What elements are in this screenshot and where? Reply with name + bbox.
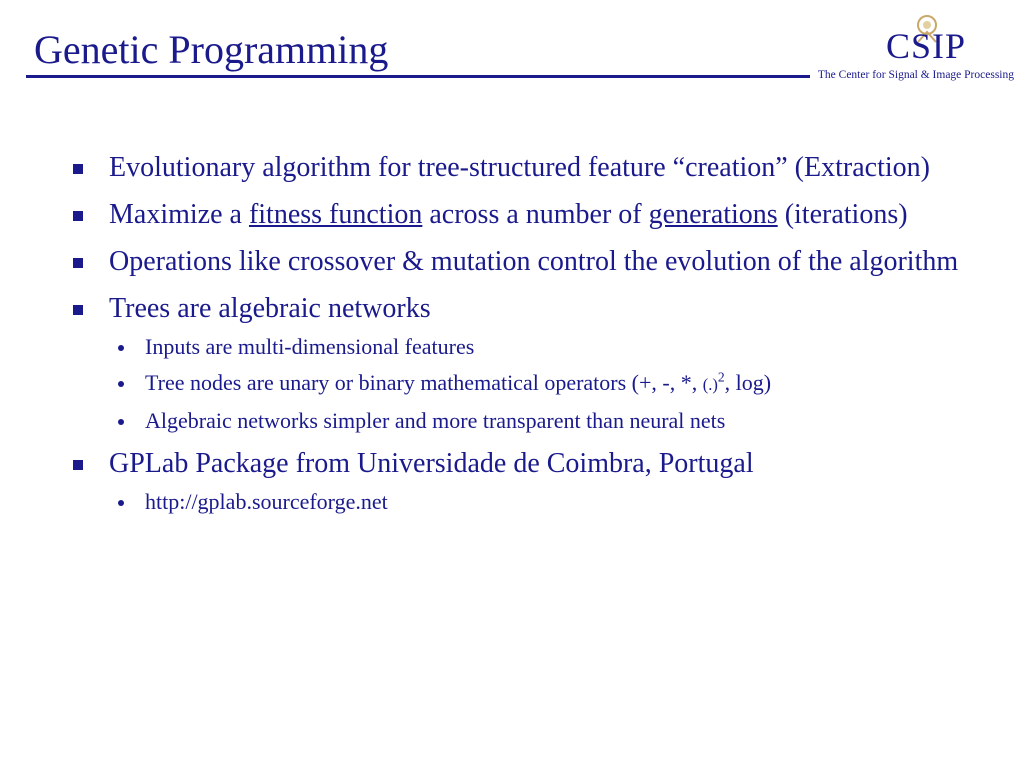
- round-bullet-icon: [118, 500, 124, 506]
- generations-link[interactable]: generations: [648, 199, 778, 230]
- square-bullet-icon: [73, 460, 83, 470]
- sub-bullet-list: [115, 488, 970, 516]
- sub-bullet-item: [115, 369, 970, 399]
- sub-bullet-text-part: Tree nodes are unary or binary mathematical operators (+, -, *,: [145, 370, 703, 395]
- square-bullet-icon: [73, 258, 83, 268]
- square-bullet-icon: [73, 164, 83, 174]
- csip-logo: [814, 8, 1014, 88]
- bullet-text: GPLab Package from Universidade de Coimbra, Portugal: [109, 448, 754, 479]
- logo-tagline: The Center for Signal & Image Processing: [817, 69, 1014, 81]
- gplab-url-link[interactable]: http://gplab.sourceforge.net: [145, 489, 388, 514]
- bullet-text-part: (iterations): [777, 199, 908, 230]
- fitness-function-link[interactable]: fitness function: [248, 199, 423, 230]
- bullet-item: [70, 150, 970, 186]
- bullet-item: [70, 291, 970, 435]
- sub-bullet-item: [115, 407, 970, 435]
- bullet-list: [70, 150, 970, 516]
- sub-bullet-text: Inputs are multi-dimensional features: [145, 334, 475, 359]
- sub-bullet-list: [115, 333, 970, 435]
- slide-content: [70, 150, 970, 527]
- operator-square-base: (.): [702, 375, 718, 394]
- bullet-text: Trees are algebraic networks: [109, 293, 431, 324]
- round-bullet-icon: [118, 381, 124, 387]
- sub-bullet-item: [115, 333, 970, 361]
- bullet-text-part: Maximize a: [109, 199, 249, 230]
- bullet-text: Evolutionary algorithm for tree-structured feature “creation” (Extraction): [109, 152, 930, 183]
- sub-bullet-text: Algebraic networks simpler and more transparent than neural nets: [145, 408, 726, 433]
- sub-bullet-text-part: , log): [724, 370, 772, 395]
- slide-title: Genetic Programming: [34, 27, 389, 72]
- title-underline: [26, 75, 810, 78]
- round-bullet-icon: [118, 345, 124, 351]
- bullet-item: [70, 446, 970, 516]
- operator-square-exponent: 2: [717, 369, 725, 385]
- bullet-item: [70, 197, 970, 233]
- round-bullet-icon: [118, 419, 124, 425]
- logo-letters: CSIP: [885, 26, 966, 66]
- bullet-text-part: across a number of: [422, 199, 649, 230]
- square-bullet-icon: [73, 305, 83, 315]
- square-bullet-icon: [73, 211, 83, 221]
- bullet-text: Operations like crossover & mutation control the evolution of the algorithm: [109, 246, 959, 277]
- sub-bullet-item: [115, 488, 970, 516]
- bullet-item: [70, 244, 970, 280]
